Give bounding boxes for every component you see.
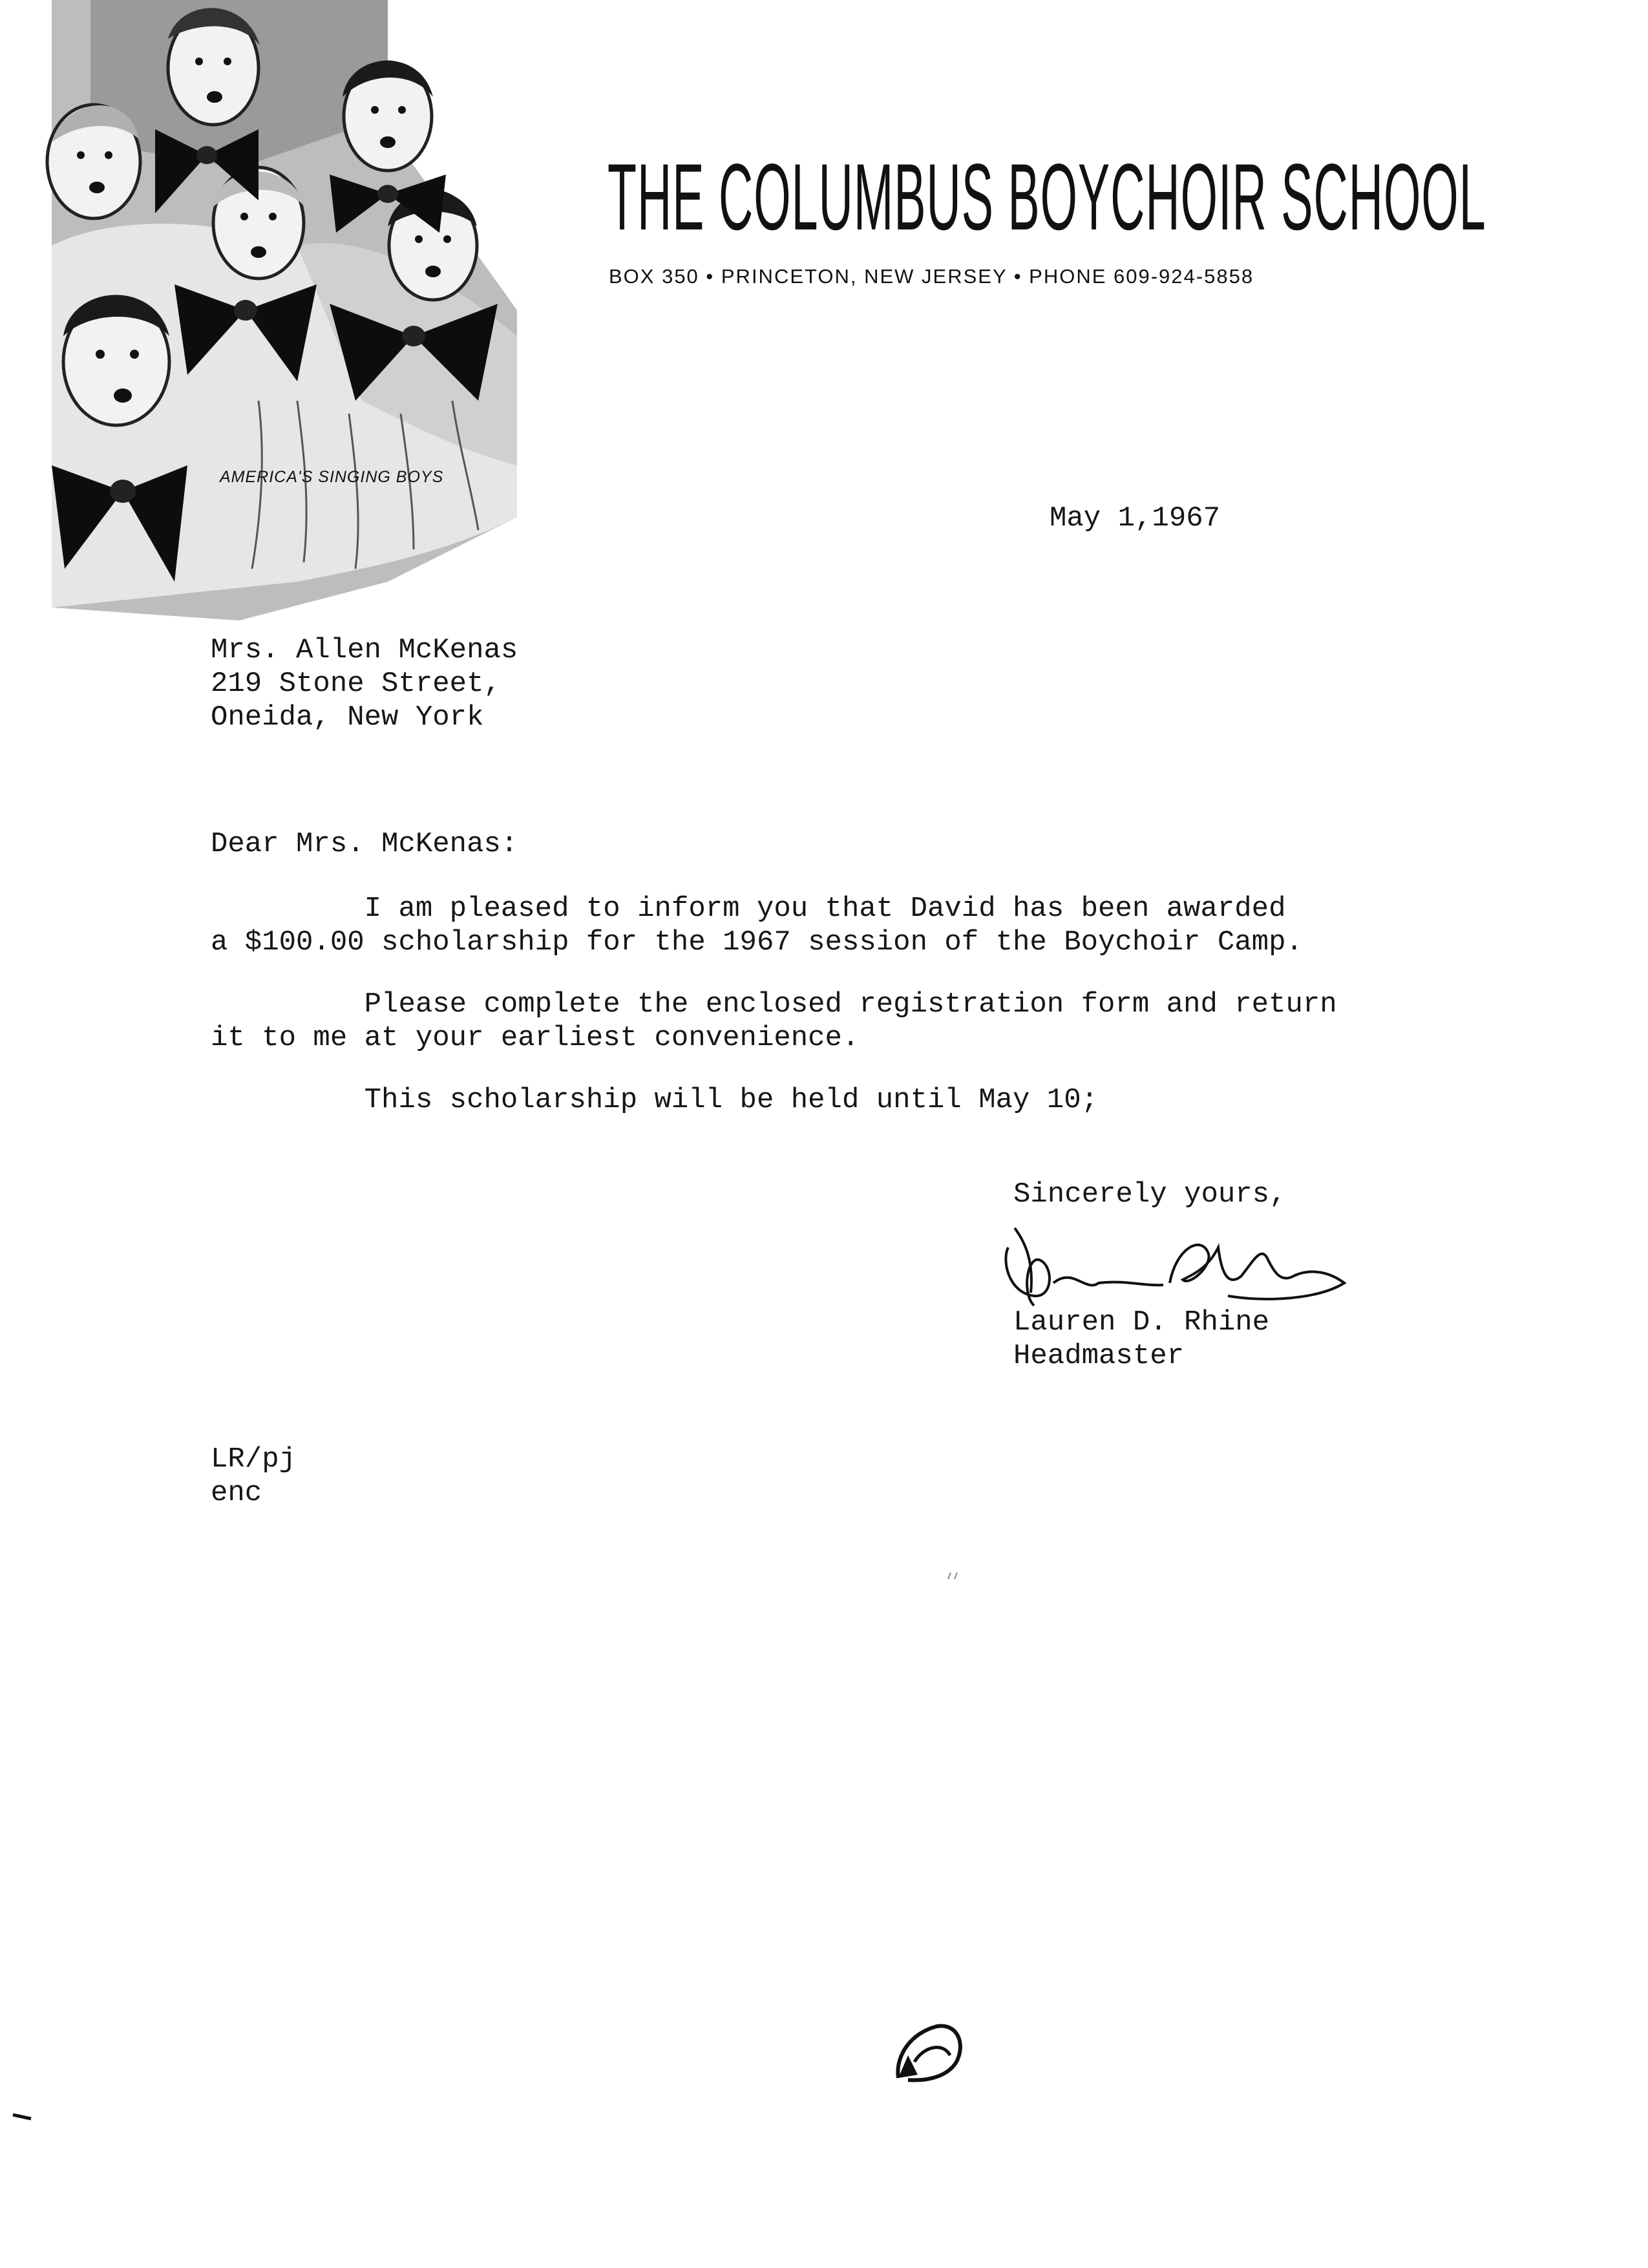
- body-paragraph-2: Please complete the enclosed registration form and return it to me at your earliest convenience.: [211, 988, 1337, 1054]
- reference-initials-enclosure: LR/pj enc: [211, 1443, 297, 1509]
- letter-date: May 1,1967: [1050, 502, 1221, 535]
- school-name-masthead: THE COLUMBUS BOYCHOIR SCHOOL: [607, 144, 1486, 249]
- salutation: Dear Mrs. McKenas:: [211, 828, 518, 860]
- margin-ink-mark: [12, 2112, 34, 2121]
- body-paragraph-1: I am pleased to inform you that David has been awarded a $100.00 scholarship for the 1967 session of the Boychoir Camp.: [211, 893, 1303, 959]
- signatory-name-title: Lauren D. Rhine Headmaster: [1013, 1306, 1270, 1372]
- body-paragraph-3: This scholarship will be held until May 10;: [211, 1084, 1099, 1116]
- recipient-address: Mrs. Allen McKenas 219 Stone Street, Oneida, New York: [211, 634, 518, 734]
- ink-stamp-mark: [885, 2017, 969, 2088]
- paper-speck: [945, 1569, 964, 1582]
- illustration-caption: AMERICA'S SINGING BOYS: [220, 468, 444, 486]
- handwritten-signature: [995, 1222, 1357, 1319]
- school-address-line: BOX 350 • PRINCETON, NEW JERSEY • PHONE 609-924-5858: [609, 265, 1254, 288]
- choir-boys-illustration: [26, 0, 517, 620]
- complimentary-closing: Sincerely yours,: [1013, 1178, 1287, 1211]
